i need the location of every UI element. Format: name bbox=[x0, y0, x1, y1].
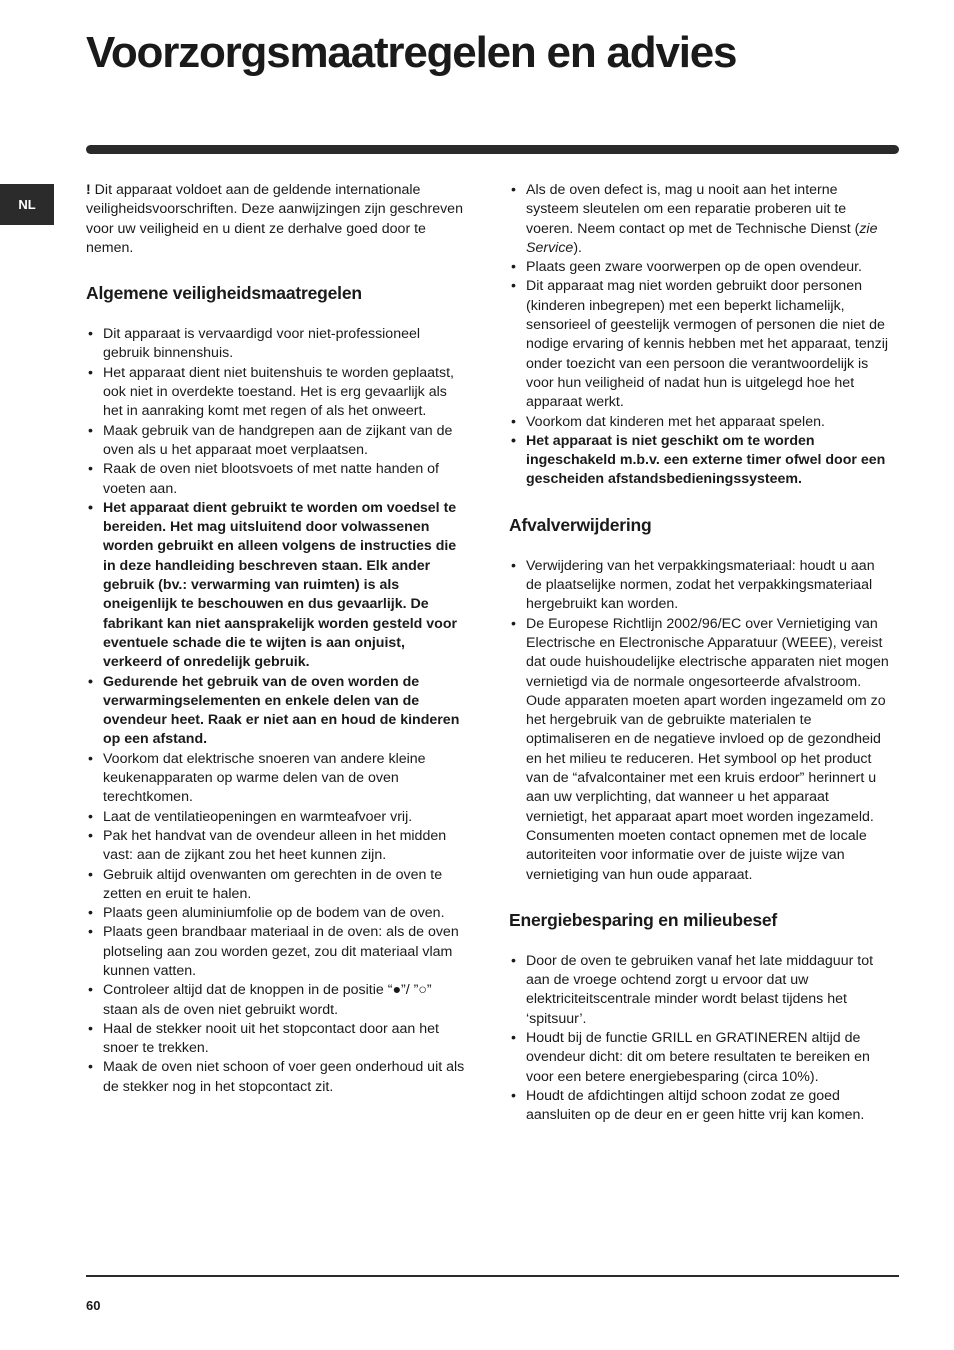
list-item: • Houdt bij de functie GRILL en GRATINEREN altijd de ovendeur dicht: dit om betere resultaten te bereiken en voor een betere energiebesparing (circa 10%). bbox=[509, 1029, 889, 1087]
energy-heading: Energiebesparing en milieubesef bbox=[509, 909, 778, 930]
list-item: • Controleer altijd dat de knoppen in de positie “●”/ ”○” staan als de oven niet gebruikt wordt. bbox=[86, 981, 466, 1020]
list-item: • Gedurende het gebruik van de oven worden de verwarmingselementen en enkele delen van de ovendeur heet. Raak er niet aan en houd de kinderen op een afstand. bbox=[86, 673, 466, 750]
list-item: • Raak de oven niet blootsvoets of met natte handen of voeten aan. bbox=[86, 460, 466, 499]
list-item: • Gebruik altijd ovenwanten om gerechten in de oven te zetten en eruit te halen. bbox=[86, 866, 466, 905]
footer-divider bbox=[86, 1275, 899, 1277]
right-column bbox=[509, 181, 889, 1125]
warning-mark: ! bbox=[86, 182, 91, 198]
list-item: • Voorkom dat elektrische snoeren van andere kleine keukenapparaten op warme delen van de oven terechtkomen. bbox=[86, 750, 466, 808]
list-item: • Laat de ventilatieopeningen en warmteafvoer vrij. bbox=[86, 808, 466, 827]
list-item: • Haal de stekker nooit uit het stopcontact door aan het snoer te trekken. bbox=[86, 1020, 466, 1059]
list-item: • Voorkom dat kinderen met het apparaat spelen. bbox=[509, 413, 889, 432]
list-item: • Het apparaat dient niet buitenshuis te worden geplaatst, ook niet in overdekte toestand. Het is erg gevaarlijk als het in aanraking komt met regen of als het onweert. bbox=[86, 364, 466, 422]
list-item: • Verwijdering van het verpakkingsmateriaal: houdt u aan de plaatselijke normen, zodat het verpakkingsmateriaal hergebruikt kan worden. bbox=[509, 557, 889, 615]
safety-list bbox=[86, 325, 466, 1097]
list-item-continuation: Consumenten moeten contact opnemen met de locale autoriteiten voor informatie over de juiste wijze van vernietiging van hun oude apparaat. bbox=[526, 827, 867, 883]
service-reference: zie Service bbox=[526, 220, 878, 256]
list-item: • Maak gebruik van de handgrepen aan de zijkant van de oven als u het apparaat moet verplaatsen. bbox=[86, 422, 466, 461]
list-item: • De Europese Richtlijn 2002/96/EC over Vernietiging van Electrische en Electronische Apparatuur (WEEE), vereist dat oude huishoudelijke electrische apparaten niet mogen vernietigd via de normale ongesorteerde afvalstroom. Oude apparaten moeten apart worden ingezameld om zo het hergebruik van de gebruikte materialen te optimaliseren en de negatieve invloed op de gezondheid en het milieu te reduceren. Het symbool op het product van de “afvalcontainer met een kruis erdoor” herinnert u aan uw verplichting, dat wanneer u het apparaat vernietigt, het apparaat apart moet worden ingezameld. bbox=[509, 615, 889, 827]
list-item: • Dit apparaat mag niet worden gebruikt door personen (kinderen inbegrepen) met een beperkt lichamelijk, sensorieel of geestelijk vermogen of personen die niet de nodige ervaring of kennis hebben met het apparaat, tenzij onder toezicht van een persoon die verantwoordelijk is voor hun veiligheid of nadat hun is uitgelegd hoe het apparaat werkt. bbox=[509, 277, 889, 412]
language-tab: NL bbox=[0, 184, 54, 225]
list-item: • Houdt de afdichtingen altijd schoon zodat ze goed aansluiten op de deur en er geen hitte vrij kan komen. bbox=[509, 1087, 889, 1126]
left-column bbox=[86, 181, 466, 1097]
page-number: 60 bbox=[86, 1298, 101, 1313]
safety-heading: Algemene veiligheidsmaatregelen bbox=[86, 283, 362, 304]
safety-list-continued bbox=[509, 181, 889, 490]
list-item: • Maak de oven niet schoon of voer geen onderhoud uit als de stekker nog in het stopcontact zit. bbox=[86, 1058, 466, 1097]
disposal-heading: Afvalverwijdering bbox=[509, 514, 652, 535]
list-item: • Pak het handvat van de ovendeur alleen in het midden vast: aan de zijkant zou het heet kunnen zijn. bbox=[86, 827, 466, 866]
list-item: • Dit apparaat is vervaardigd voor niet-professioneel gebruik binnenshuis. bbox=[86, 325, 466, 364]
energy-list bbox=[509, 952, 889, 1126]
disposal-list bbox=[509, 557, 889, 885]
list-item: • Plaats geen brandbaar materiaal in de oven: als de oven plotseling aan zou worden gezet, zou dit materiaal vlam kunnen vatten. bbox=[86, 923, 466, 981]
list-item: • Door de oven te gebruiken vanaf het late middaguur tot aan de vroege ochtend zorgt u ervoor dat uw elektriciteitscentrale minder wordt belast tijdens het ‘spitsuur’. bbox=[509, 952, 889, 1029]
list-item: • Plaats geen aluminiumfolie op de bodem van de oven. bbox=[86, 904, 466, 923]
intro-text: Dit apparaat voldoet aan de geldende internationale veiligheidsvoorschriften. Deze aanwijzingen zijn geschreven voor uw veiligheid en u dient ze derhalve goed door te nemen. bbox=[86, 182, 463, 256]
title-divider bbox=[86, 145, 899, 154]
intro-paragraph bbox=[86, 181, 466, 258]
list-item bbox=[509, 181, 889, 258]
list-item: • Het apparaat dient gebruikt te worden om voedsel te bereiden. Het mag uitsluitend door volwassenen worden gebruikt en alleen volgens de instructies die in deze handleiding beschreven staan. Elk ander gebruik (bv.: verwarming van ruimten) is als oneigenlijk te beschouwen en dus gevaarlijk. De fabrikant kan niet aansprakelijk worden gesteld voor eventuele schade die te wijten is aan onjuist, verkeerd of onredelijk gebruik. bbox=[86, 499, 466, 673]
list-item: • Het apparaat is niet geschikt om te worden ingeschakeld m.b.v. een externe timer ofwel door een gescheiden afstandsbedieningssysteem. bbox=[509, 432, 889, 490]
list-item-text: Als de oven defect is, mag u nooit aan het interne systeem sleutelen om een reparatie proberen uit te voeren. Neem contact op met de Technische Dienst ( bbox=[526, 182, 860, 237]
page-title: Voorzorgsmaatregelen en advies bbox=[86, 28, 737, 77]
list-item: • Plaats geen zware voorwerpen op de open ovendeur. bbox=[509, 258, 889, 277]
list-item-text: ). bbox=[573, 239, 582, 256]
